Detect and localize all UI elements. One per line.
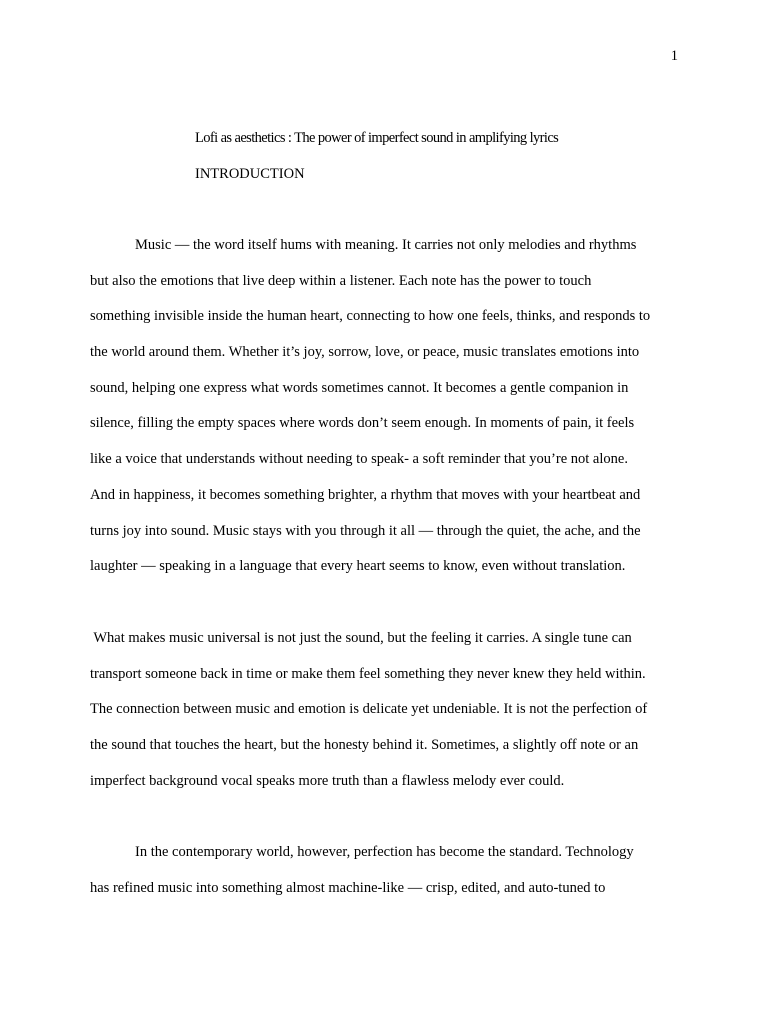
paragraph-line: And in happiness, it becomes something brighter, a rhythm that moves with your heartbeat and (90, 486, 641, 503)
paragraph-line: silence, filling the empty spaces where words don’t seem enough. In moments of pain, it feels (90, 415, 635, 432)
paragraph-3 (90, 843, 680, 914)
paragraph-1 (90, 236, 680, 593)
paragraph-line: something invisible inside the human heart, connecting to how one feels, thinks, and responds to (90, 308, 651, 325)
paragraph-2 (90, 629, 680, 807)
paragraph-line: turns joy into sound. Music stays with you through it all — through the quiet, the ache, and the (90, 522, 641, 539)
paragraph-line: like a voice that understands without needing to speak- a soft reminder that you’re not alone. (90, 451, 628, 468)
paragraph-line: imperfect background vocal speaks more truth than a flawless melody ever could. (90, 772, 565, 789)
paragraph-line: transport someone back in time or make them feel something they never knew they held within. (90, 665, 646, 682)
paragraph-line: The connection between music and emotion is delicate yet undeniable. It is not the perfection of (90, 701, 648, 718)
paragraph-line: laughter — speaking in a language that every heart seems to know, even without translation. (90, 558, 626, 575)
paragraph-line: the sound that touches the heart, but the honesty behind it. Sometimes, a slightly off note or an (90, 737, 639, 754)
paragraph-line: but also the emotions that live deep within a listener. Each note has the power to touch (90, 272, 592, 289)
page-number: 1 (670, 48, 678, 64)
paragraph-line: What makes music universal is not just the sound, but the feeling it carries. A single tune can (90, 630, 632, 646)
paragraph-line: sound, helping one express what words sometimes cannot. It becomes a gentle companion in (90, 379, 629, 396)
document-title: Lofi as aesthetics : The power of imperfect sound in amplifying lyrics (195, 130, 559, 146)
paragraph-line: Music — the word itself hums with meaning. It carries not only melodies and rhythms (135, 237, 637, 253)
paragraph-line: has refined music into something almost machine-like — crisp, edited, and auto-tuned to (90, 879, 606, 896)
paragraph-line: In the contemporary world, however, perfection has become the standard. Technology (135, 844, 634, 860)
paragraph-line: the world around them. Whether it’s joy, sorrow, love, or peace, music translates emotions into (90, 344, 640, 361)
section-heading: INTRODUCTION (195, 166, 305, 182)
